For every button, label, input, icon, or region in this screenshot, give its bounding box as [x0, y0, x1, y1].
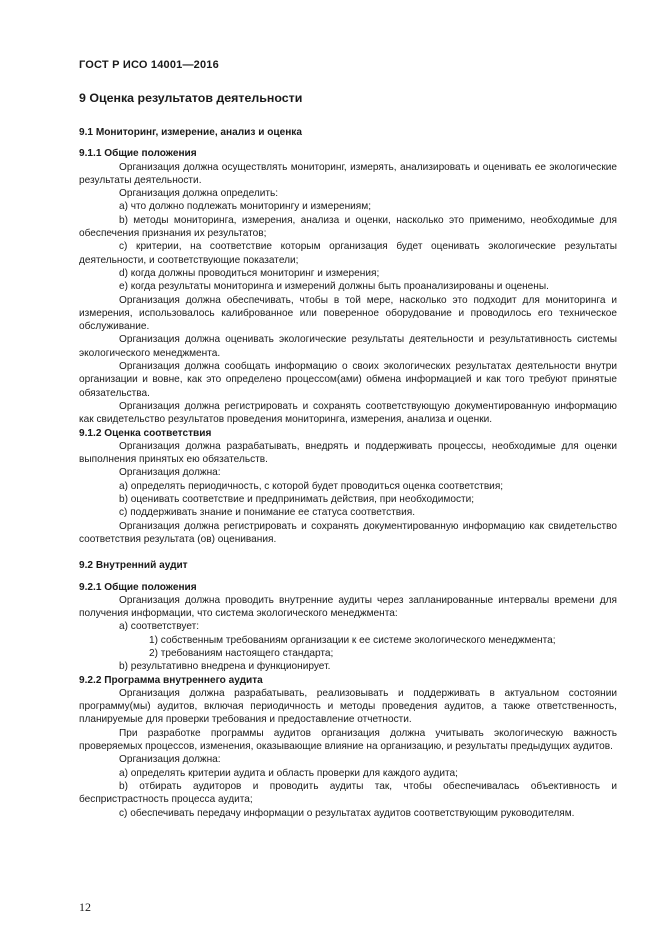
paragraph: Организация должна оценивать экологические результаты деятельности и результативность системы экологического менеджмента.	[79, 334, 617, 359]
paragraph: Организация должна:	[119, 467, 221, 479]
paragraph: Организация должна регистрировать и сохранять документированную информацию как свидетельство соответствия результата (ов) оценивания.	[79, 520, 617, 545]
sub-list-item: 1) собственным требованиям организации к ее системе экологического менеджмента;	[149, 634, 556, 646]
page-number: 12	[79, 900, 91, 914]
clause-heading-9-2-1: 9.2.1 Общие положения	[79, 581, 197, 593]
subsection-heading-9-2: 9.2 Внутренний аудит	[79, 560, 188, 572]
list-item: d) когда должны проводиться мониторинг и измерения;	[119, 267, 380, 279]
paragraph: Организация должна регистрировать и сохранять соответствующую документированную информацию как свидетельство результатов проведения мониторинга, измерения, анализа и оценки.	[79, 400, 617, 426]
document-body	[79, 90, 617, 820]
subsection-heading-9-1: 9.1 Мониторинг, измерение, анализ и оценка	[79, 127, 302, 138]
clause-heading-9-2-2: 9.2.2 Программа внутреннего аудита	[79, 674, 263, 686]
list-item: c) критерии, на соответствие которым организация будет оценивать экологические результаты деятельности, и соответствующие показатели;	[79, 241, 617, 266]
paragraph: Организация должна разрабатывать, внедрять и поддерживать процессы, необходимые для оценки выполнения принятых ею обязательств.	[79, 440, 617, 466]
list-item: e) когда результаты мониторинга и измерений должны быть проанализированы и оценены.	[119, 281, 549, 293]
list-item: b) результативно внедрена и функционирует.	[119, 661, 331, 673]
clause-heading-9-1-2: 9.1.2 Оценка соответствия	[79, 427, 212, 439]
list-item: a) определять критерии аудита и область проверки для каждого аудита;	[119, 767, 458, 779]
list-item: a) определять периодичность, с которой будет проводиться оценка соответствия;	[119, 480, 504, 492]
list-item: a) что должно подлежать мониторингу и измерениям;	[119, 201, 372, 213]
clause-heading-9-1-1: 9.1.1 Общие положения	[79, 148, 197, 160]
list-item: c) обеспечивать передачу информации о результатах аудитов соответствующим руководителям.	[119, 807, 575, 819]
list-item: b) оценивать соответствие и предпринимать действия, при необходимости;	[119, 494, 475, 506]
list-item: b) отбирать аудиторов и проводить аудиты так, чтобы обеспечивалась объективность и беспристрастность процесса аудита;	[79, 780, 617, 806]
list-item: a) соответствует:	[119, 621, 200, 633]
list-item: b) методы мониторинга, измерения, анализа и оценки, насколько это применимо, необходимые для обеспечения признания их результатов;	[79, 214, 617, 240]
list-item: c) поддерживать знание и понимание ее статуса соответствия.	[119, 507, 416, 519]
paragraph: Организация должна сообщать информацию о своих экологических результатах деятельности внутри организации и вовне, как это определено процессом(ами) обмена информацией и как того требуют принятые обязательства.	[79, 361, 617, 399]
paragraph: Организация должна осуществлять мониторинг, измерять, анализировать и оценивать ее экологические результаты деятельности.	[79, 161, 617, 186]
paragraph: Организация должна разрабатывать, реализовывать и поддерживать в актуальном состоянии программу(мы) аудитов, включая периодичность и методы проведения аудитов, а также ответственность, планируемые для проверки требования и предоставление отчетности.	[79, 687, 617, 726]
paragraph: Организация должна:	[119, 754, 221, 766]
document-header: ГОСТ Р ИСО 14001—2016	[79, 59, 219, 71]
paragraph: Организация должна определить:	[119, 188, 279, 200]
paragraph: Организация должна обеспечивать, чтобы в той мере, насколько это подходит для мониторинга и измерения, использовалось калиброванное или поверенное оборудование и проводилось его техническое обслуживание.	[79, 294, 617, 333]
sub-list-item: 2) требованиям настоящего стандарта;	[149, 647, 334, 659]
section-heading-9: 9 Оценка результатов деятельности	[79, 91, 303, 105]
paragraph: Организация должна проводить внутренние аудиты через запланированные интервалы времени для получения информации, что система экологического менеджмента:	[79, 594, 617, 620]
paragraph: При разработке программы аудитов организация должна учитывать экологическую важность проверяемых процессов, изменения, оказывающие влияние на организацию, и результаты предыдущих аудитов.	[79, 727, 617, 753]
